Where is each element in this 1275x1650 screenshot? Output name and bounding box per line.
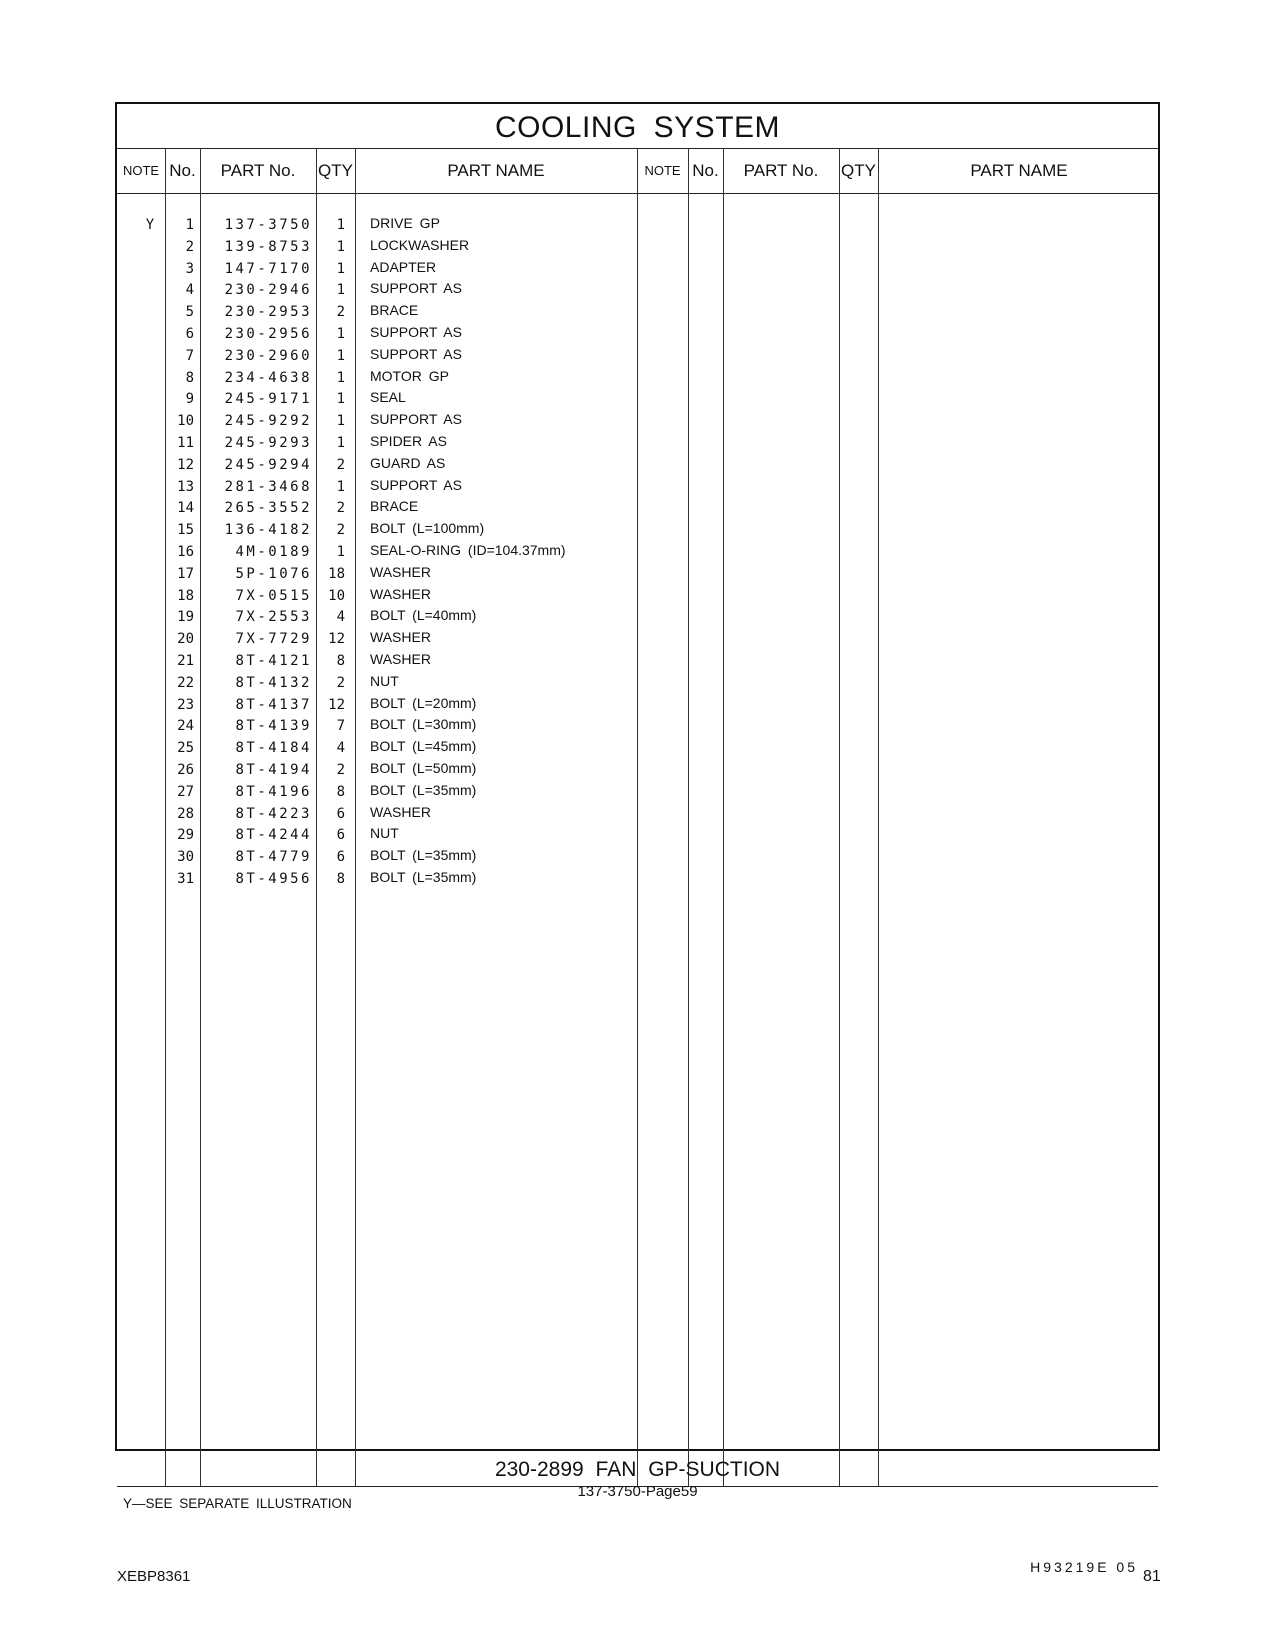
table-row [117,477,1158,499]
row-quantity: 4 [336,740,345,757]
row-part-number: 137-3750 [224,217,312,233]
footnote: Y—SEE SEPARATE ILLUSTRATION [123,1496,352,1511]
row-number: 11 [177,434,194,451]
row-part-name: BOLT (L=30mm) [370,716,477,733]
row-part-number: 8T-4137 [235,696,312,713]
table-row [117,673,1158,695]
row-quantity: 1 [336,478,345,495]
row-quantity: 1 [336,260,345,277]
row-part-name: SUPPORT AS [370,280,462,297]
row-number: 25 [177,740,194,757]
row-part-name: SUPPORT AS [370,323,462,340]
row-quantity: 1 [336,325,345,342]
row-number: 18 [177,587,194,604]
row-part-number: 230-2960 [224,347,312,364]
row-part-number: 7X-7729 [235,631,312,648]
row-part-number: 265-3552 [224,500,312,517]
row-part-name: BOLT (L=100mm) [370,520,485,537]
table-row [117,280,1158,302]
table-row [117,804,1158,826]
illustration-code: H93219E 05 [1030,1559,1138,1575]
table-row [117,760,1158,782]
row-quantity: 1 [336,369,345,386]
row-quantity: 8 [336,870,345,887]
row-part-number: 281-3468 [224,478,312,495]
row-number: 14 [177,500,194,517]
row-part-name: NUT [370,672,399,689]
page-title: COOLING SYSTEM [494,111,781,144]
row-part-name: BRACE [370,498,419,515]
row-part-number: 234-4638 [224,369,312,386]
row-quantity: 7 [336,718,345,735]
table-row [117,738,1158,760]
row-part-number: 8T-4132 [235,674,312,691]
row-part-name: MOTOR GP [370,367,449,384]
row-number: 10 [177,413,194,430]
row-number: 2 [185,238,194,255]
table-row [117,629,1158,651]
table-row [117,259,1158,281]
table-row [117,695,1158,717]
row-quantity: 10 [328,587,345,604]
header-part-name-right: PART NAME [970,161,1068,180]
document-id: XEBP8361 [117,1568,191,1585]
table-row [117,411,1158,433]
row-part-number: 139-8753 [224,238,312,255]
row-part-number: 230-2956 [224,325,312,342]
row-quantity: 1 [336,434,345,451]
row-part-name: SEAL [370,389,406,406]
row-part-number: 8T-4244 [235,827,312,844]
table-row [117,564,1158,586]
row-part-name: WASHER [370,585,431,602]
table-row [117,542,1158,564]
row-part-name: SUPPORT AS [370,411,462,428]
row-quantity: 12 [328,696,345,713]
row-part-number: 245-9293 [224,434,312,451]
row-quantity: 1 [336,238,345,255]
row-part-name: ADAPTER [370,258,437,275]
table-row [117,651,1158,673]
row-quantity: 1 [336,217,345,233]
table-row [117,825,1158,847]
row-quantity: 2 [336,500,345,517]
caption-subtitle: 137-3750-Page59 [577,1483,698,1500]
row-part-number: 8T-4184 [235,740,312,757]
row-part-name: BOLT (L=50mm) [370,759,477,776]
row-part-name: WASHER [370,803,431,820]
row-number: 9 [185,391,194,408]
table-row [117,498,1158,520]
row-number: 21 [177,652,194,669]
row-part-name: SUPPORT AS [370,476,462,493]
row-part-name: GUARD AS [370,454,446,471]
row-number: 17 [177,565,194,582]
row-part-number: 230-2946 [224,282,312,299]
table-row [117,389,1158,411]
row-number: 12 [177,456,194,473]
header-part-no-right: PART No. [743,161,819,180]
row-quantity: 2 [336,456,345,473]
header-qty-right: QTY [841,161,876,180]
row-quantity: 1 [336,391,345,408]
row-quantity: 2 [336,522,345,539]
row-part-name: SPIDER AS [370,432,447,449]
row-quantity: 2 [336,674,345,691]
row-number: 15 [177,522,194,539]
row-number: 3 [185,260,194,277]
row-part-number: 8T-4956 [235,870,312,887]
row-number: 6 [185,325,194,342]
row-number: 7 [185,347,194,364]
row-part-name: BOLT (L=35mm) [370,781,477,798]
table-row [117,586,1158,608]
row-quantity: 1 [336,413,345,430]
row-quantity: 8 [336,652,345,669]
row-note: Y [145,217,155,233]
row-quantity: 4 [336,609,345,626]
row-part-name: BOLT (L=35mm) [370,847,477,864]
row-part-number: 8T-4121 [235,652,312,669]
row-quantity: 8 [336,783,345,800]
row-number: 28 [177,805,194,822]
header-note-right: NOTE [644,163,681,178]
row-part-number: 245-9171 [224,391,312,408]
row-number: 1 [185,217,194,233]
row-part-number: 147-7170 [224,260,312,277]
row-part-name: BOLT (L=45mm) [370,738,477,755]
table-row [117,782,1158,804]
header-part-name: PART NAME [447,161,545,180]
row-quantity: 6 [336,805,345,822]
row-part-name: BOLT (L=20mm) [370,694,477,711]
row-number: 8 [185,369,194,386]
page-number: 81 [1143,1568,1161,1585]
row-part-number: 8T-4196 [235,783,312,800]
table-row [117,455,1158,477]
row-number: 27 [177,783,194,800]
row-number: 16 [177,543,194,560]
row-part-name: BOLT (L=40mm) [370,607,477,624]
table-row [117,215,1158,237]
row-number: 4 [185,282,194,299]
row-part-name: LOCKWASHER [370,236,470,253]
row-part-number: 7X-0515 [235,587,312,604]
table-row [117,302,1158,324]
row-part-number: 5P-1076 [235,565,312,582]
table-row [117,869,1158,891]
table-row [117,324,1158,346]
row-part-name: NUT [370,825,399,842]
row-part-name: BRACE [370,302,419,319]
row-part-number: 8T-4139 [235,718,312,735]
row-part-name: WASHER [370,629,431,646]
parts-list [117,215,1158,891]
row-part-number: 8T-4194 [235,761,312,778]
row-number: 29 [177,827,194,844]
row-part-name: SUPPORT AS [370,345,462,362]
row-number: 23 [177,696,194,713]
row-part-number: 245-9294 [224,456,312,473]
row-number: 5 [185,304,194,321]
row-part-number: 136-4182 [224,522,312,539]
row-part-name: SEAL-O-RING (ID=104.37mm) [370,541,566,558]
row-part-number: 245-9292 [224,413,312,430]
row-quantity: 2 [336,761,345,778]
row-quantity: 1 [336,543,345,560]
row-number: 20 [177,631,194,648]
row-quantity: 2 [336,304,345,321]
row-part-name: DRIVE GP [370,215,440,231]
header-part-no: PART No. [220,161,296,180]
caption-title: 230-2899 FAN GP-SUCTION [494,1458,781,1481]
table-row [117,847,1158,869]
row-quantity: 6 [336,827,345,844]
table-row [117,716,1158,738]
table-row [117,368,1158,390]
row-quantity: 6 [336,849,345,866]
row-quantity: 1 [336,347,345,364]
row-part-name: WASHER [370,650,431,667]
header-note: NOTE [122,163,160,178]
row-number: 31 [177,870,194,887]
row-quantity: 12 [328,631,345,648]
table-row [117,607,1158,629]
row-number: 19 [177,609,194,626]
row-part-number: 4M-0189 [235,543,312,560]
row-number: 13 [177,478,194,495]
header-qty: QTY [318,161,353,180]
row-number: 30 [177,849,194,866]
table-row [117,520,1158,542]
row-number: 26 [177,761,194,778]
row-quantity: 1 [336,282,345,299]
header-no: No. [169,161,196,180]
row-part-name: BOLT (L=35mm) [370,868,477,885]
row-part-number: 8T-4223 [235,805,312,822]
row-part-number: 8T-4779 [235,849,312,866]
table-row [117,433,1158,455]
row-part-number: 230-2953 [224,304,312,321]
row-part-name: WASHER [370,563,431,580]
row-number: 22 [177,674,194,691]
table-row [117,346,1158,368]
header-no-right: No. [692,161,719,180]
row-quantity: 18 [328,565,345,582]
table-row [117,237,1158,259]
row-part-number: 7X-2553 [235,609,312,626]
row-number: 24 [177,718,194,735]
